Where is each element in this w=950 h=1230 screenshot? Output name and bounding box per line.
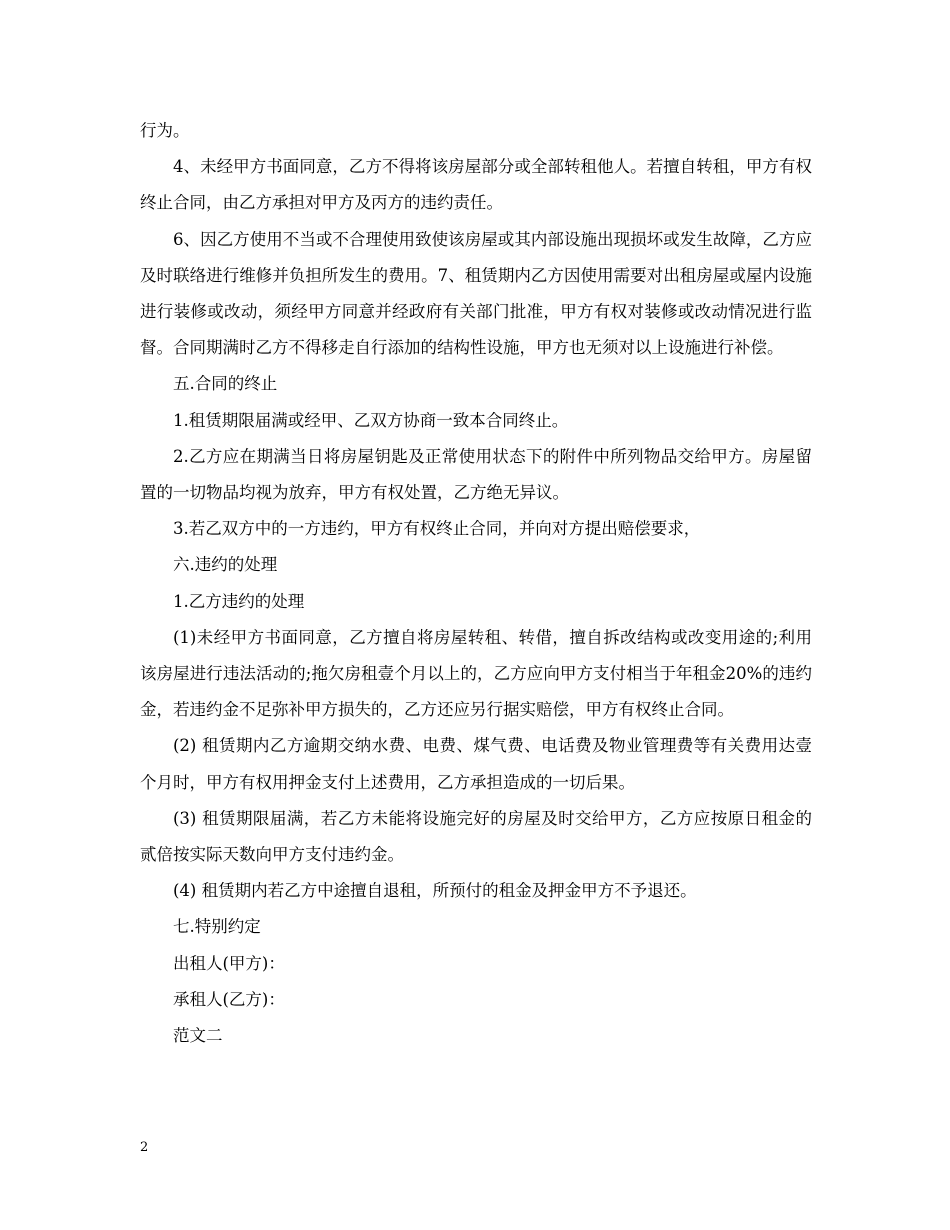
section-heading: 五.合同的终止 — [173, 374, 278, 394]
paragraph: 3.若乙双方中的一方违约，甲方有权终止合同，并向对方提出赔偿要求， — [173, 519, 701, 539]
paragraph: (1)未经甲方书面同意，乙方擅自将房屋转租、转借，擅自拆改结构或改变用途的;利用该房屋进行违法活动的;拖欠房租壹个月以上的，乙方应向甲方支付相当于年租金20%的违约金，若违约金不足弥补甲方损失的，乙方还应另行据实赔偿，甲方有权终止合同。 — [140, 627, 812, 720]
paragraph: 行为。 — [140, 121, 190, 140]
paragraph: (2) 租赁期内乙方逾期交纳水费、电费、煤气费、电话费及物业管理费等有关费用达壹个月时，甲方有权用押金支付上述费用，乙方承担造成的一切后果。 — [140, 736, 812, 792]
section-heading: 六.违约的处理 — [173, 555, 278, 575]
signature-line-lessee: 承租人(乙方)： — [173, 989, 285, 1009]
paragraph: 2.乙方应在期满当日将房屋钥匙及正常使用状态下的附件中所列物品交给甲方。房屋留置的一切物品均视为放弃，甲方有权处置，乙方绝无异议。 — [140, 446, 812, 503]
paragraph: 6、因乙方使用不当或不合理使用致使该房屋或其内部设施出现损坏或发生故障，乙方应及时联络进行维修并负担所发生的费用。7、租赁期内乙方因使用需要对出租房屋或屋内设施进行装修或改动，须经甲方同意并经政府有关部门批准，甲方有权对装修或改动情况进行监督。合同期满时乙方不得移走自行添加的结构性设施，甲方也无须对以上设施进行补偿。 — [140, 229, 812, 358]
paragraph: 4、未经甲方书面同意，乙方不得将该房屋部分或全部转租他人。若擅自转租，甲方有权终止合同，由乙方承担对甲方及丙方的违约责任。 — [140, 157, 812, 213]
page-number: 2 — [140, 1140, 149, 1155]
document-body — [140, 113, 812, 1054]
paragraph: (4) 租赁期内若乙方中途擅自退租，所预付的租金及押金甲方不予退还。 — [173, 881, 697, 901]
subsection-heading: 1.乙方违约的处理 — [173, 591, 305, 611]
section-heading: 范文二 — [173, 1026, 223, 1046]
paragraph: (3) 租赁期限届满，若乙方未能将设施完好的房屋及时交给甲方，乙方应按原日租金的贰倍按实际天数向甲方支付违约金。 — [140, 808, 812, 865]
paragraph: 1.租赁期限届满或经甲、乙双方协商一致本合同终止。 — [173, 410, 569, 430]
section-heading: 七.特别约定 — [173, 917, 261, 937]
signature-line-lessor: 出租人(甲方)： — [173, 953, 285, 973]
